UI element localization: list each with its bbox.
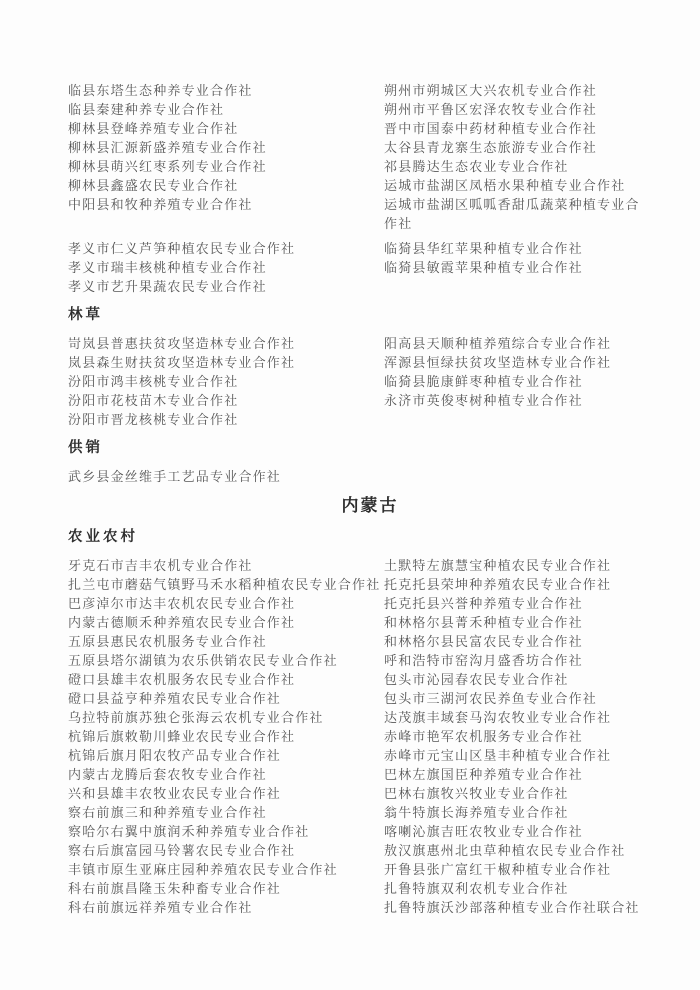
list-item: 磴口县雄丰农机服务农民专业合作社 — [68, 672, 296, 687]
list-item: 祁县腾达生态农业专业合作社 — [384, 159, 569, 174]
column-right — [384, 556, 648, 917]
section-林草 — [68, 305, 676, 429]
list-item: 岚县森生财扶贫攻坚造林专业合作社 — [68, 355, 296, 370]
row-group — [68, 556, 676, 917]
list-item: 扎鲁特旗双利农机专业合作社 — [384, 881, 569, 896]
list-item: 临县东塔生态种养专业合作社 — [68, 83, 253, 98]
list-item: 开鲁县张广富红干椒种植专业合作社 — [384, 862, 612, 877]
list-item: 丰镇市原生亚麻庄园种养殖农民专业合作社 — [68, 862, 338, 877]
list-item: 中阳县和牧种养殖专业合作社 — [68, 197, 253, 212]
list-item: 汾阳市晋龙核桃专业合作社 — [68, 412, 239, 427]
list-item: 武乡县金丝维手工艺品专业合作社 — [68, 469, 282, 484]
list-item: 兴和县雄丰农牧业农民专业合作社 — [68, 786, 282, 801]
list-item: 浑源县恒绿扶贫攻坚造林专业合作社 — [384, 355, 612, 370]
list-item: 扎鲁特旗沃沙部落种植专业合作社联合社 — [384, 900, 640, 915]
list-item: 孝义市瑞丰核桃种植专业合作社 — [68, 260, 267, 275]
list-item: 和林格尔县菁禾种植专业合作社 — [384, 615, 583, 630]
row-group — [68, 467, 676, 486]
list-item: 托克托县荣坤种养殖农民专业合作社 — [384, 577, 612, 592]
list-item: 乌拉特前旗苏独仑张海云农机专业合作社 — [68, 710, 324, 725]
list-item: 永济市英俊枣树种植专业合作社 — [384, 393, 583, 408]
list-item: 内蒙古龙腾后套农牧专业合作社 — [68, 767, 267, 782]
list-item: 喀喇沁旗吉旺农牧业专业合作社 — [384, 824, 583, 839]
list-item: 赤峰市艳军农机服务专业合作社 — [384, 729, 583, 744]
column-left — [68, 81, 384, 214]
list-item: 托克托县兴誉种养殖专业合作社 — [384, 596, 583, 611]
list-item: 巴彦淖尔市达丰农机农民专业合作社 — [68, 596, 296, 611]
list-item: 土默特左旗慧宝种植农民专业合作社 — [384, 558, 612, 573]
list-item: 临县秦建种养专业合作社 — [68, 102, 225, 117]
list-item: 柳林县登峰养殖专业合作社 — [68, 121, 239, 136]
list-item: 赤峰市元宝山区垦丰种植专业合作社 — [384, 748, 612, 763]
row-group — [68, 334, 676, 429]
list-item: 汾阳市鸿丰核桃专业合作社 — [68, 374, 239, 389]
list-item: 牙克石市吉丰农机专业合作社 — [68, 558, 253, 573]
section-header: 农业农村 — [68, 529, 138, 545]
list-item: 扎兰屯市蘑菇气镇野马禾水稻种植农民专业合作社 — [68, 577, 381, 592]
list-item: 晋中市国泰中药材种植专业合作社 — [384, 121, 598, 136]
province-header: 内蒙古 — [341, 496, 399, 515]
row-group — [68, 239, 676, 296]
list-item: 包头市三湖河农民养鱼专业合作社 — [384, 691, 598, 706]
section-header: 林草 — [68, 307, 103, 323]
list-item: 柳林县汇源新盛养殖专业合作社 — [68, 140, 267, 155]
column-right — [384, 239, 648, 277]
list-item: 巴林左旗国臣种养殖专业合作社 — [384, 767, 583, 782]
section-农业农村 — [68, 527, 676, 917]
column-left — [68, 239, 384, 296]
list-item: 科右前旗昌隆玉朱种畜专业合作社 — [68, 881, 282, 896]
list-item: 朔州市平鲁区宏泽农牧专业合作社 — [384, 102, 598, 117]
list-item: 运城市盐湖区凤梧水果种植专业合作社 — [384, 178, 626, 193]
list-item: 杭锦后旗月阳农牧产品专业合作社 — [68, 748, 282, 763]
list-item: 太谷县青龙寨生态旅游专业合作社 — [384, 140, 598, 155]
list-item: 临猗县敏霞苹果种植专业合作社 — [384, 260, 583, 275]
list-item: 杭锦后旗敕勒川蜂业农民专业合作社 — [68, 729, 296, 744]
list-item: 阳高县天顺种植养殖综合专业合作社 — [384, 336, 612, 351]
row-group — [68, 81, 676, 233]
list-item: 内蒙古德顺禾种养殖农民专业合作社 — [68, 615, 296, 630]
column-left — [68, 467, 384, 486]
list-item: 岢岚县普惠扶贫攻坚造林专业合作社 — [68, 336, 296, 351]
list-item: 朔州市朔城区大兴农机专业合作社 — [384, 83, 598, 98]
list-item: 达茂旗丰域套马沟农牧业专业合作社 — [384, 710, 612, 725]
list-item: 翁牛特旗长海养殖专业合作社 — [384, 805, 569, 820]
list-item: 运城市盐湖区呱呱香甜瓜蔬菜种植专业合作社 — [384, 197, 640, 231]
list-item: 和林格尔县民富农民专业合作社 — [384, 634, 583, 649]
list-item: 孝义市仁义芦笋种植农民专业合作社 — [68, 241, 296, 256]
list-item: 五原县惠民农机服务专业合作社 — [68, 634, 267, 649]
list-item: 柳林县萌兴红枣系列专业合作社 — [68, 159, 267, 174]
section-供销 — [68, 438, 676, 486]
section-header: 供销 — [68, 440, 103, 456]
list-item: 磴口县益亨种养殖农民专业合作社 — [68, 691, 282, 706]
list-item: 巴林右旗牧兴牧业专业合作社 — [384, 786, 569, 801]
list-item: 包头市沁园春农民专业合作社 — [384, 672, 569, 687]
list-item: 察右后旗富园马铃薯农民专业合作社 — [68, 843, 296, 858]
column-right — [384, 334, 648, 410]
list-item: 察哈尔右翼中旗润禾种养殖专业合作社 — [68, 824, 310, 839]
list-item: 呼和浩特市窑沟月盛香坊合作社 — [384, 653, 583, 668]
list-item: 五原县塔尔湖镇为农乐供销农民专业合作社 — [68, 653, 338, 668]
list-item: 科右前旗远祥养殖专业合作社 — [68, 900, 253, 915]
column-left — [68, 334, 384, 429]
list-item: 柳林县鑫盛农民专业合作社 — [68, 178, 239, 193]
section-continued — [68, 81, 676, 296]
list-item: 临猗县脆康鲜枣种植专业合作社 — [384, 374, 583, 389]
list-item: 汾阳市花枝苗木专业合作社 — [68, 393, 239, 408]
list-item: 察右前旗三和种养殖专业合作社 — [68, 805, 267, 820]
list-item: 敖汉旗惠州北虫草种植农民专业合作社 — [384, 843, 626, 858]
list-item: 孝义市艺升果蔬农民专业合作社 — [68, 279, 267, 294]
list-item: 临猗县华红苹果种植专业合作社 — [384, 241, 583, 256]
column-left — [68, 556, 384, 917]
column-right — [384, 81, 648, 233]
